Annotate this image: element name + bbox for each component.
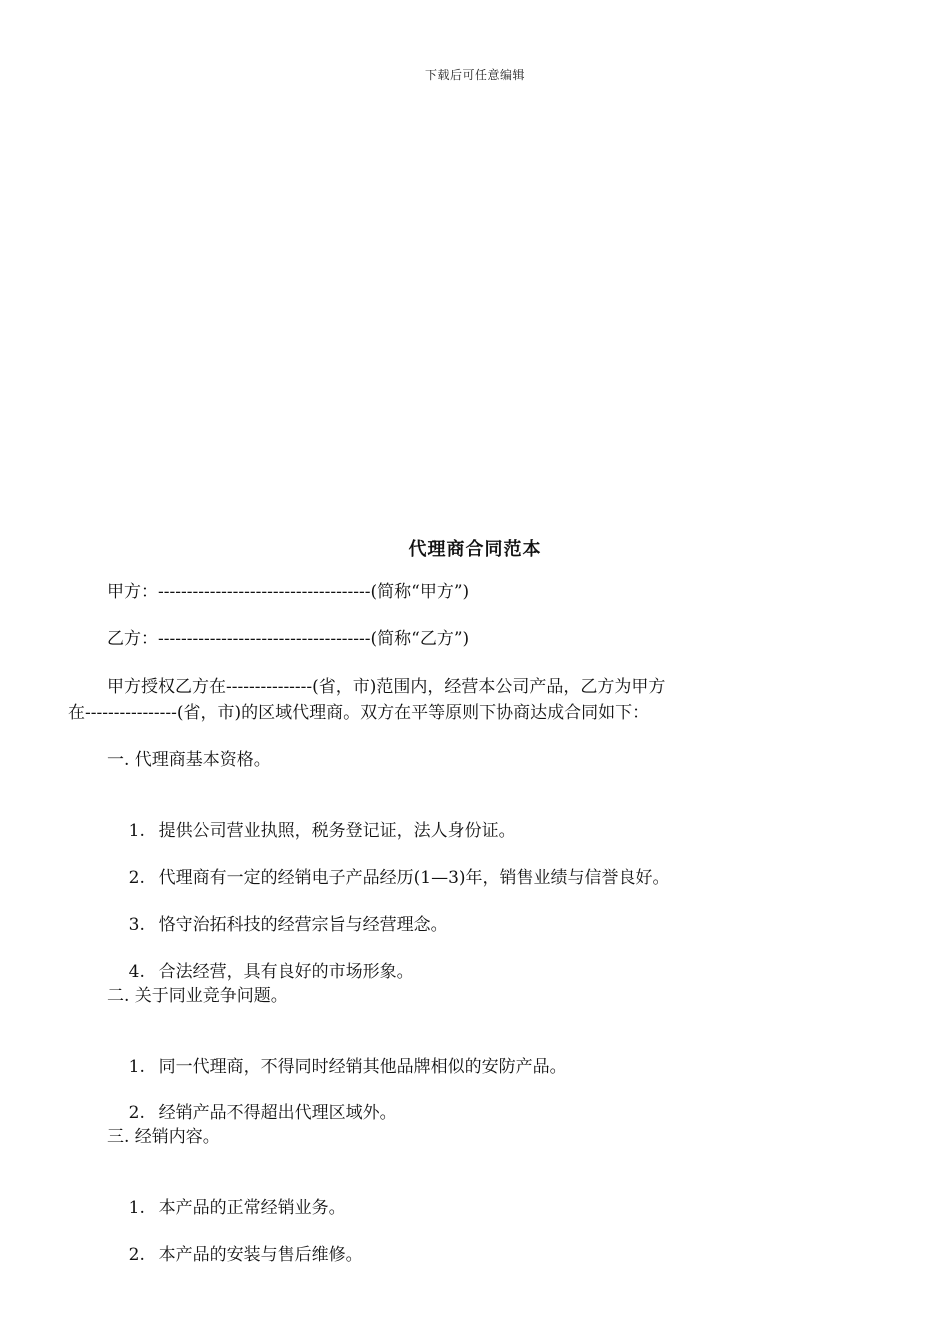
list-item bbox=[107, 1219, 363, 1291]
item-number: 3. bbox=[128, 915, 145, 935]
item-text: 合法经营，具有良好的市场形象。 bbox=[158, 962, 414, 982]
document-title: 代理商合同范本 bbox=[408, 539, 542, 560]
party-a-line: 甲方：-------------------------------------(简称“甲方”) bbox=[107, 582, 470, 602]
item-number: 4. bbox=[128, 962, 145, 982]
section-heading: 二. 关于同业竞争问题。 bbox=[107, 986, 288, 1006]
item-number: 2. bbox=[128, 868, 145, 888]
item-text: 经销产品不得超出代理区域外。 bbox=[158, 1103, 397, 1123]
party-b-line: 乙方：-------------------------------------(简称“乙方”) bbox=[107, 629, 470, 649]
intro-line-1: 甲方授权乙方在---------------(省，市)范围内，经营本公司产品，乙方为甲方 bbox=[107, 677, 666, 697]
section-heading: 三. 经销内容。 bbox=[107, 1127, 220, 1147]
header-note: 下载后可任意编辑 bbox=[424, 68, 525, 82]
intro-line-2: 在----------------(省，市)的区域代理商。双方在平等原则下协商达成合同如下： bbox=[68, 703, 650, 723]
section-heading: 一. 代理商基本资格。 bbox=[107, 750, 271, 770]
item-number: 1. bbox=[128, 821, 145, 841]
item-text: 代理商有一定的经销电子产品经历(1—3)年，销售业绩与信誉良好。 bbox=[158, 868, 670, 888]
item-number: 1. bbox=[128, 1198, 145, 1218]
item-text: 提供公司营业执照，税务登记证，法人身份证。 bbox=[158, 821, 516, 841]
item-text: 恪守治拓科技的经营宗旨与经营理念。 bbox=[158, 915, 448, 935]
item-number: 1. bbox=[128, 1057, 145, 1077]
item-number: 2. bbox=[128, 1103, 145, 1123]
item-number: 2. bbox=[128, 1245, 145, 1265]
item-text: 同一代理商，不得同时经销其他品牌相似的安防产品。 bbox=[158, 1057, 567, 1077]
item-text: 本产品的安装与售后维修。 bbox=[158, 1245, 363, 1265]
item-text: 本产品的正常经销业务。 bbox=[158, 1198, 346, 1218]
